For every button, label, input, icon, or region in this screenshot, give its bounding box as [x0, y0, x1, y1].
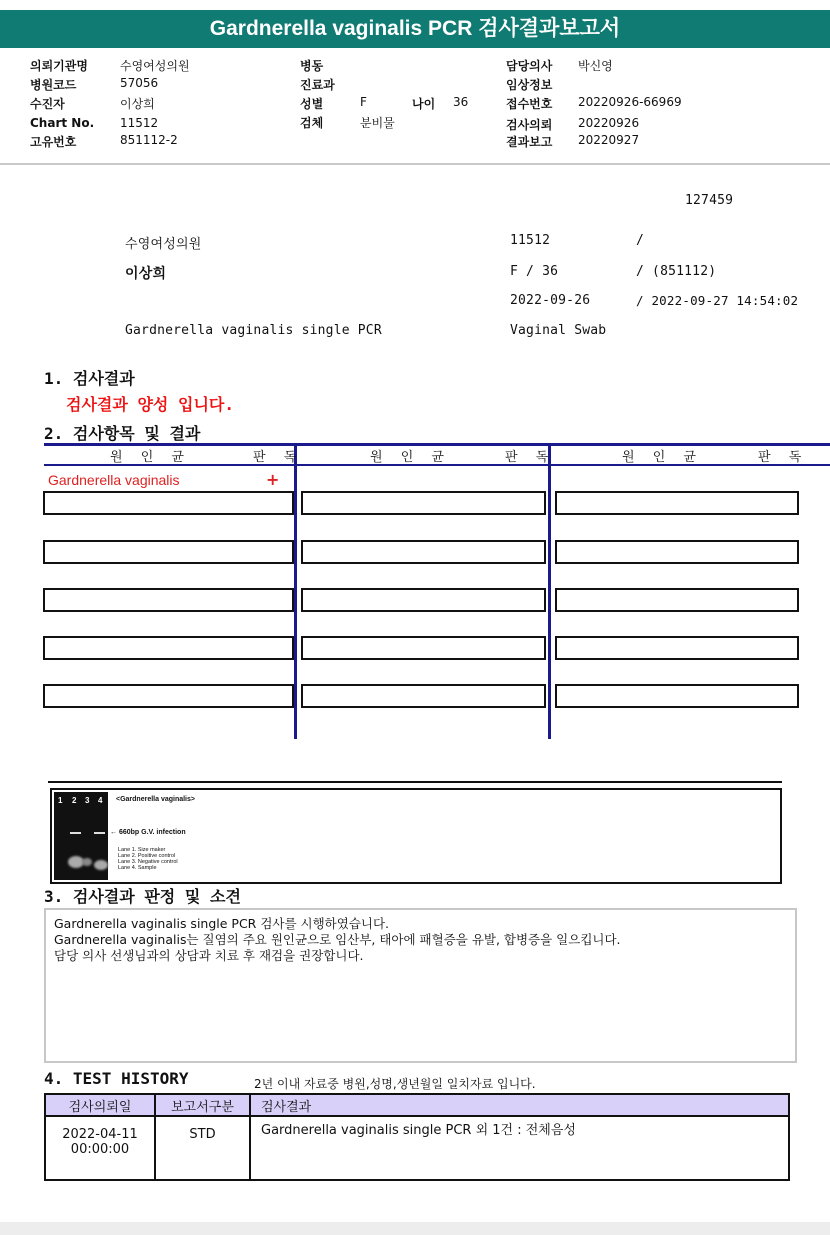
gel-lane-label: 4 — [98, 796, 103, 805]
table-col-divider-1 — [294, 443, 297, 739]
sex-label: 성별 — [300, 97, 324, 111]
result-cell — [555, 636, 799, 660]
result-positive: 검사결과 양성 입니다. — [66, 395, 235, 414]
clinical-label: 임상정보 — [506, 78, 553, 92]
history-date-cell — [45, 1116, 155, 1180]
info-patient: 이상희 — [125, 266, 167, 282]
report-label: 결과보고 — [506, 135, 553, 149]
gel-title: <Gardnerella vaginalis> — [116, 796, 195, 803]
institution-label: 의뢰기관명 — [30, 59, 88, 73]
unique-no-value: 851112-2 — [120, 133, 178, 147]
gel-electrophoresis-image — [54, 792, 108, 880]
history-col-type: 보고서구분 — [155, 1094, 250, 1116]
section2-heading: 2. 검사항목 및 결과 — [44, 424, 201, 443]
result-cell — [301, 684, 546, 708]
result-cell — [555, 588, 799, 612]
info-specimen: Vaginal Swab — [510, 323, 607, 338]
organism-name: Gardnerella vaginalis — [48, 472, 180, 488]
receipt-value: 20220926-66969 — [578, 95, 682, 109]
report-title: Gardnerella vaginalis PCR 검사결과보고서 — [0, 10, 830, 48]
result-cell — [301, 588, 546, 612]
table-col-divider-2 — [548, 443, 551, 739]
gel-band — [94, 832, 105, 834]
history-type: STD — [155, 1116, 250, 1180]
section3-heading: 3. 검사결과 판정 및 소견 — [44, 887, 241, 906]
section1-heading: 1. 검사결과 — [44, 369, 135, 388]
ward-label: 병동 — [300, 59, 324, 73]
opinion-line: Gardnerella vaginalis single PCR 검사를 시행하였습니다. — [54, 916, 390, 931]
col3-reading-header: 판 독 — [758, 450, 809, 465]
request-value: 20220926 — [578, 116, 640, 130]
history-col-result: 검사결과 — [250, 1094, 789, 1116]
age-label: 나이 — [412, 97, 436, 111]
history-col-date: 검사의뢰일 — [45, 1094, 155, 1116]
result-cell — [43, 636, 294, 660]
gel-lane-label: 1 — [58, 796, 63, 805]
info-request-date: 2022-09-26 — [510, 293, 591, 308]
gel-lane-label: 2 — [72, 796, 77, 805]
request-label: 검사의뢰 — [506, 118, 553, 132]
gel-lane-label: 3 — [85, 796, 90, 805]
page-footer-band — [0, 1222, 830, 1235]
header-divider — [0, 163, 830, 165]
result-cell — [43, 684, 294, 708]
result-cell — [555, 540, 799, 564]
info-slash: / — [636, 233, 645, 248]
chart-value: 11512 — [120, 116, 159, 130]
history-date: 2022-04-11 — [62, 1127, 138, 1142]
col2-reading-header: 판 독 — [505, 450, 556, 465]
dept-label: 진료과 — [300, 78, 335, 92]
col1-organism-header: 원 인 균 — [110, 450, 191, 465]
col3-organism-header: 원 인 균 — [622, 450, 703, 465]
specimen-label: 검체 — [300, 116, 324, 130]
section4-heading: 4. TEST HISTORY — [44, 1069, 189, 1088]
opinion-box — [44, 908, 797, 1063]
opinion-line: Gardnerella vaginalis는 질염의 주요 원인균으로 임산부, 태아에 패혈증을 유발, 합병증을 일으킵니다. — [54, 932, 621, 947]
gel-legend-item: Lane 3. Negative control — [118, 859, 178, 865]
history-header-row — [45, 1094, 789, 1116]
col1-reading-header: 판 독 — [253, 450, 304, 465]
report-id: 127459 — [685, 193, 734, 208]
result-cell — [301, 636, 546, 660]
doctor-value: 박신영 — [578, 59, 613, 73]
opinion-line: 담당 의사 선생님과의 상담과 치료 후 재검을 권장합니다. — [54, 948, 364, 963]
chart-label: Chart No. — [30, 116, 95, 130]
patient-value: 이상희 — [120, 97, 155, 111]
patient-label: 수진자 — [30, 97, 65, 111]
receipt-label: 접수번호 — [506, 97, 553, 111]
info-report-datetime: / 2022-09-27 14:54:02 — [636, 293, 799, 308]
result-cell — [43, 491, 294, 515]
history-time: 00:00:00 — [70, 1142, 130, 1157]
history-table — [44, 1093, 790, 1181]
result-cell — [43, 588, 294, 612]
result-cell — [555, 491, 799, 515]
organism-reading: + — [266, 470, 280, 489]
hospital-code-value: 57056 — [120, 76, 159, 90]
info-test-name: Gardnerella vaginalis single PCR — [125, 323, 382, 338]
gel-smear — [82, 858, 92, 866]
history-row — [45, 1116, 789, 1180]
result-cell — [301, 540, 546, 564]
sex-value: F — [360, 95, 367, 109]
hospital-code-label: 병원코드 — [30, 78, 77, 92]
info-institution: 수영여성의원 — [125, 237, 202, 252]
gel-legend-item: Lane 2. Positive control — [118, 853, 176, 859]
doctor-label: 담당의사 — [506, 59, 553, 73]
gel-top-rule — [48, 781, 782, 783]
history-result: Gardnerella vaginalis single PCR 외 1건 : 전체음성 — [250, 1116, 789, 1180]
history-note: 2년 이내 자료중 병원,성명,생년월일 일치자료 입니다. — [254, 1077, 536, 1091]
info-birth: / (851112) — [636, 264, 717, 279]
col2-organism-header: 원 인 균 — [370, 450, 451, 465]
gel-legend-item: Lane 4. Sample — [118, 865, 157, 871]
age-value: 36 — [453, 95, 469, 109]
result-cell — [555, 684, 799, 708]
result-cell — [43, 540, 294, 564]
gel-legend-item: Lane 1. Size maker — [118, 847, 166, 853]
institution-value: 수영여성의원 — [120, 59, 190, 73]
info-chart: 11512 — [510, 233, 551, 248]
specimen-value: 분비물 — [360, 116, 395, 130]
unique-no-label: 고유번호 — [30, 135, 77, 149]
gel-smear — [94, 860, 108, 870]
gel-band — [70, 832, 81, 834]
gel-band-annotation: ← 660bp G.V. infection — [110, 829, 186, 836]
report-value: 20220927 — [578, 133, 640, 147]
info-sex-age: F / 36 — [510, 264, 559, 279]
result-cell — [301, 491, 546, 515]
